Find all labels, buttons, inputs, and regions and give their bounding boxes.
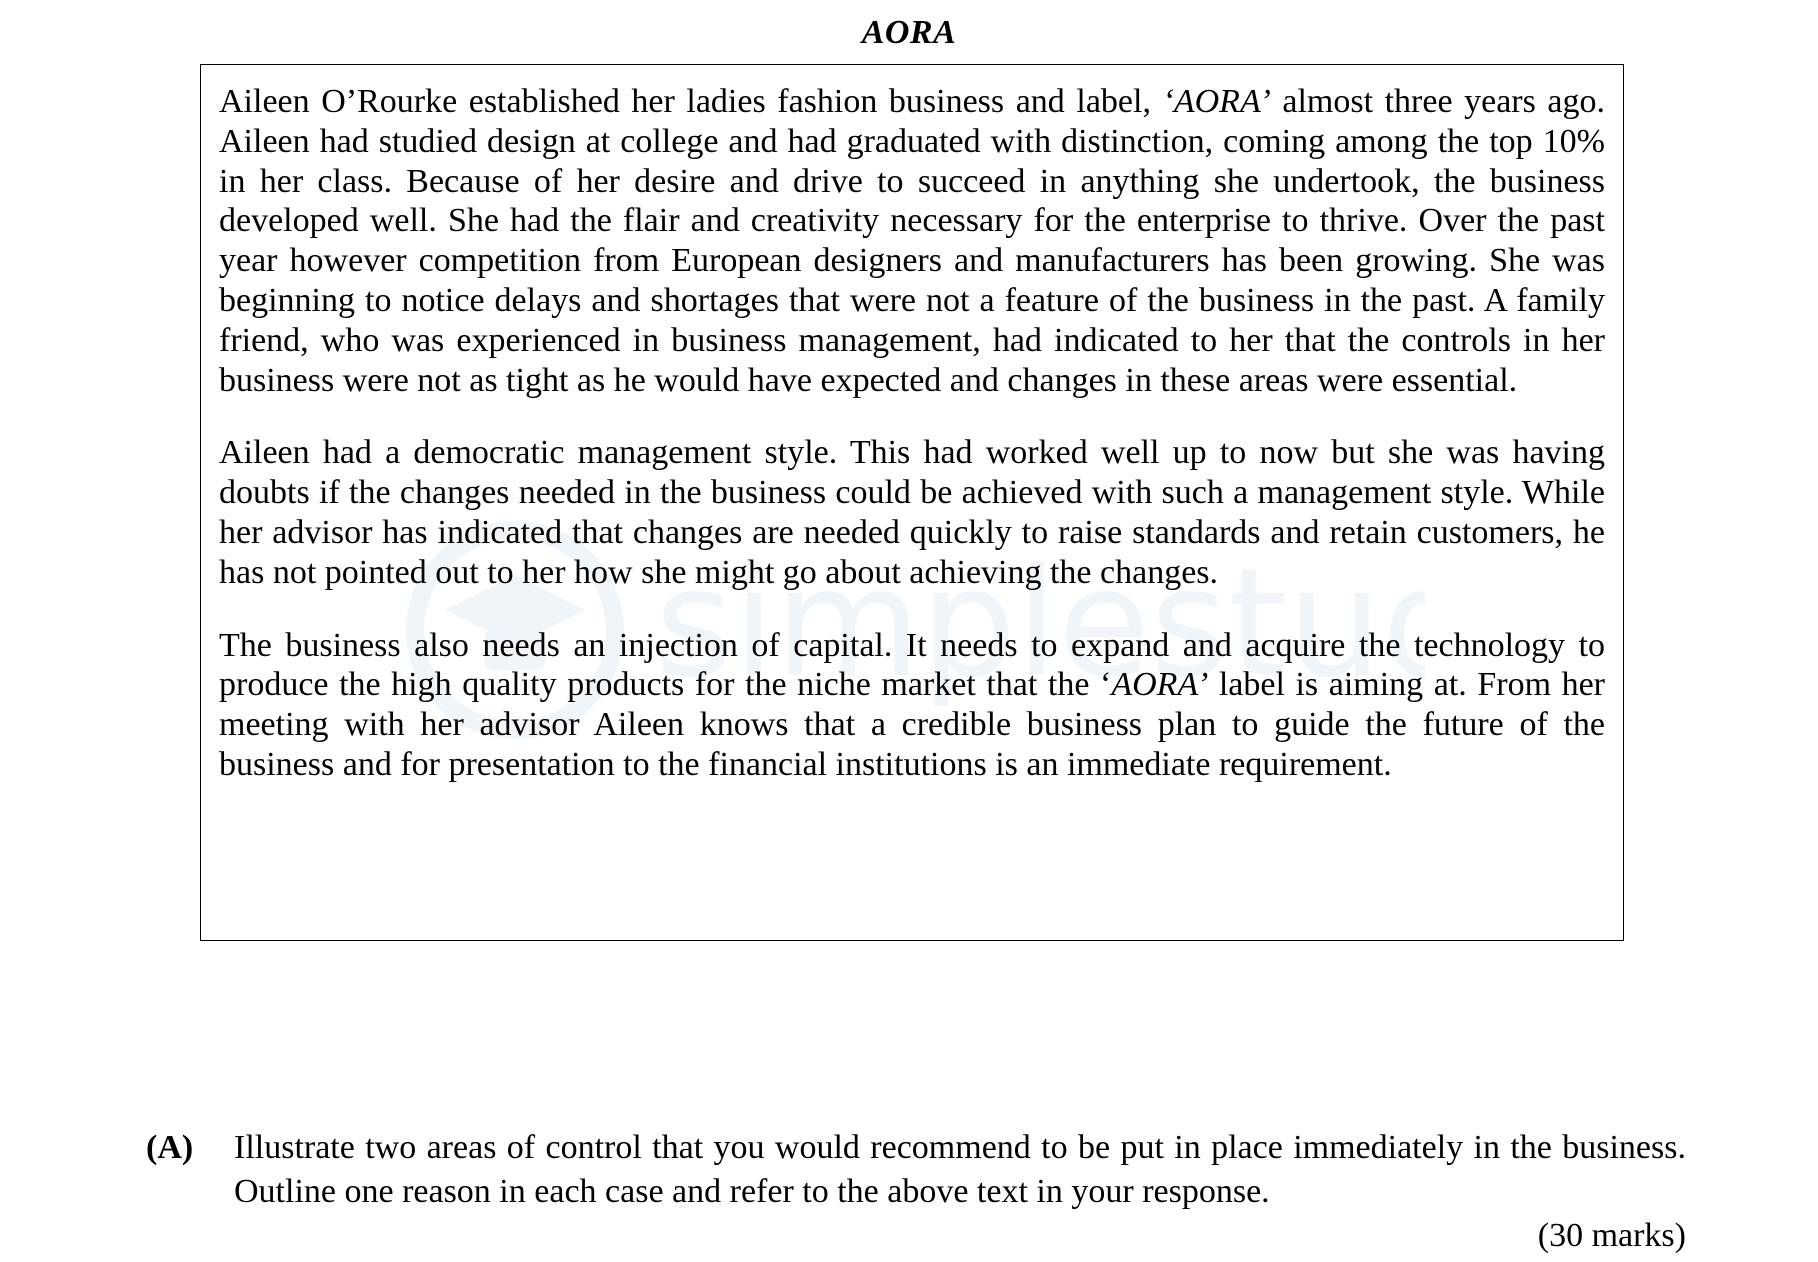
paragraph-text-run: label is aiming at. From her meeting with her advisor Aileen knows that a credible business plan to guide the future of the business and for presentation to the financial institutions is an immediate requirement. — [219, 666, 1605, 783]
question-marks: (30 marks) — [1537, 1217, 1686, 1254]
question-text: Illustrate two areas of control that you would recommend to be put in place immediately in the business. Outline one reason in each case and refer to the above text in your response. — [234, 1129, 1686, 1210]
label-name-italic: AORA’ — [1111, 666, 1209, 704]
question-label: (A) — [146, 1129, 194, 1166]
case-paragraph-2 — [219, 433, 1605, 592]
paragraph-text-run: The business also needs an injection of capital. It needs to expand and acquire the technology to produce the high quality products for the niche market that the ‘ — [219, 626, 1605, 704]
label-name-italic: ‘AORA’ — [1162, 83, 1271, 120]
case-paragraph-1 — [219, 82, 1605, 400]
paragraph-text-run: Aileen had a democratic management style. This had worked well up to now but she was having doubts if the changes needed in the business could be achieved with such a management style. While her advisor has indicated that changes are needed quickly to raise standards and retain customers, he has not pointed out to her how she might go about achieving the changes. — [219, 434, 1605, 591]
case-study-box — [200, 64, 1624, 941]
watermark-text: simplestu — [655, 537, 1383, 711]
paragraph-text-run: Aileen O’Rourke established her ladies fashion business and label, — [219, 83, 1163, 120]
case-title: AORA — [861, 14, 957, 51]
paragraph-text-run: almost three years ago. Aileen had studied design at college and had graduated with distinction, coming among the top 10% in her class. Because of her desire and drive to succeed in anything she undertook, the business developed well. She had the flair and creativity necessary for the enterprise to thrive. Over the past year however competition from European designers and manufacturers has been growing. She was beginning to notice delays and shortages that were not a feature of the business in the past. A family friend, who was experienced in business management, had indicated to her that the controls in her business were not as tight as he would have expected and changes in these areas were essential. — [219, 83, 1606, 399]
case-paragraph-3 — [219, 626, 1605, 785]
